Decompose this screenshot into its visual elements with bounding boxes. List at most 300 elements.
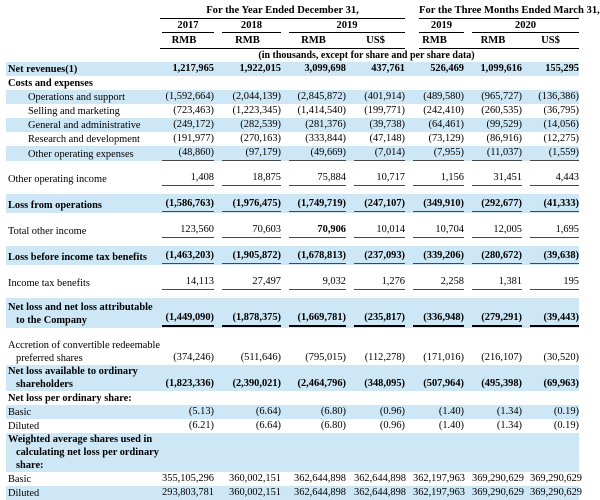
cell-value [162, 391, 214, 405]
row-label-line: Basic [8, 474, 32, 485]
value-cell [405, 104, 464, 118]
table-row [6, 472, 582, 486]
value-cell [464, 486, 522, 500]
value-cell [464, 351, 522, 365]
row-label-line: Other operating income [8, 174, 107, 185]
cell-value: (270,163) [240, 133, 281, 144]
row-label [6, 105, 154, 118]
value-cell [464, 249, 522, 264]
cell-value: (279,291) [472, 311, 522, 327]
value-cell [405, 458, 464, 472]
cell-value: (0.19) [553, 406, 579, 417]
value-cell [346, 76, 405, 90]
table-row [6, 104, 579, 118]
cell-value: 369,290,629 [530, 473, 582, 484]
row-label-line: Weighted average shares used in [8, 434, 153, 445]
value-cell [154, 132, 214, 146]
cell-value: (281,376) [305, 119, 346, 130]
cell-value: (260,535) [481, 105, 522, 116]
row-label-line: Net loss available to ordinary [8, 366, 138, 377]
cell-value: (6.80) [320, 406, 346, 417]
cell-value: (1.40) [438, 420, 464, 431]
value-cell [464, 472, 522, 486]
value-cell [405, 62, 464, 76]
header-currency-row [6, 33, 579, 47]
value-cell [281, 405, 346, 419]
table-row [6, 405, 579, 419]
cell-value: (97,179) [222, 146, 281, 161]
table-row [6, 220, 579, 239]
cell-value: 123,560 [162, 223, 214, 238]
value-cell [281, 90, 346, 104]
value-cell [464, 76, 522, 90]
cell-value: 4,443 [530, 171, 579, 186]
cell-value [289, 458, 346, 472]
cell-value: 355,105,296 [162, 473, 214, 484]
value-cell [346, 62, 405, 76]
value-cell [281, 419, 346, 433]
value-cell [346, 311, 405, 327]
cell-value: (723,463) [173, 105, 214, 116]
cell-value: (339,206) [413, 249, 464, 264]
cell-value: 10,717 [354, 171, 405, 186]
value-cell [154, 118, 214, 132]
cell-value: (199,771) [364, 105, 405, 116]
row-label-line: preferred shares [16, 353, 83, 364]
cell-value [413, 76, 464, 90]
value-cell [464, 90, 522, 104]
value-cell [281, 171, 346, 186]
value-cell [281, 311, 346, 327]
row-label [6, 473, 154, 486]
cell-value: (7,955) [413, 146, 464, 161]
cell-value: (12,275) [543, 133, 579, 144]
table-row [6, 246, 579, 265]
cell-value [472, 458, 522, 472]
value-cell [522, 275, 579, 290]
cell-value: (7,014) [354, 146, 405, 161]
cell-value: 362,197,963 [413, 487, 465, 498]
cell-value: 9,032 [289, 275, 346, 290]
cell-value: (1,976,475) [222, 197, 281, 212]
row-label-line: Costs and expenses [8, 78, 93, 89]
row-label [6, 225, 154, 238]
value-cell [214, 146, 281, 161]
cell-value: 70,603 [222, 223, 281, 238]
value-cell [214, 275, 281, 290]
row-label [6, 133, 154, 146]
units-note: (in thousands, except for share and per share data) [258, 50, 475, 61]
value-cell [214, 118, 281, 132]
table-row [6, 168, 579, 187]
value-cell [214, 351, 281, 365]
cell-value: (48,860) [162, 146, 214, 161]
value-cell [405, 377, 464, 391]
value-cell [464, 377, 522, 391]
header-currency: US$ [366, 35, 385, 46]
cell-value: (47,148) [369, 133, 405, 144]
value-cell [281, 486, 346, 500]
cell-value: (86,916) [486, 133, 522, 144]
cell-value: 75,884 [289, 171, 346, 186]
value-cell [281, 458, 346, 472]
table-body [6, 62, 582, 500]
value-cell [154, 391, 214, 405]
value-cell [281, 132, 346, 146]
row-label [6, 199, 154, 212]
table-row [6, 419, 579, 433]
table-header [6, 5, 600, 62]
cell-value [289, 391, 346, 405]
table-row [6, 90, 579, 104]
cell-value: (333,844) [305, 133, 346, 144]
value-cell [346, 472, 405, 486]
cell-value: (336,948) [413, 311, 464, 327]
value-cell [281, 62, 346, 76]
cell-value: (1,905,872) [222, 249, 281, 264]
value-cell [214, 171, 281, 186]
value-cell [522, 391, 579, 405]
table-row [6, 486, 582, 500]
row-label-line: Total other income [8, 226, 87, 237]
cell-value: (30,520) [543, 352, 579, 363]
value-cell [154, 405, 214, 419]
cell-value: 362,644,898 [354, 473, 406, 484]
value-cell [522, 472, 582, 486]
table-row [6, 76, 579, 90]
cell-value: (64,461) [428, 119, 464, 130]
value-cell [154, 171, 214, 186]
row-label [6, 365, 154, 391]
cell-value: 3,099,698 [304, 63, 346, 74]
cell-value: (965,727) [481, 91, 522, 102]
value-cell [346, 486, 405, 500]
cell-value: 1,695 [530, 223, 579, 238]
header-currency: RMB [235, 35, 260, 46]
cell-value: (1,559) [530, 146, 579, 161]
value-cell [154, 146, 214, 161]
cell-value [354, 458, 405, 472]
value-cell [522, 118, 579, 132]
cell-value: (1.34) [496, 406, 522, 417]
cell-value: (112,278) [364, 352, 405, 363]
cell-value: (292,677) [472, 197, 522, 212]
value-cell [464, 391, 522, 405]
value-cell [346, 377, 405, 391]
cell-value [530, 391, 579, 405]
header-year-2017: 2017 [162, 19, 214, 33]
row-label [6, 63, 154, 76]
cell-value [222, 76, 281, 90]
row-label-line: calculating net loss per ordinary [16, 447, 159, 458]
value-cell [281, 118, 346, 132]
value-cell [464, 171, 522, 186]
cell-value: 362,644,898 [294, 487, 346, 498]
value-cell [154, 486, 214, 500]
value-cell [346, 132, 405, 146]
value-cell [464, 419, 522, 433]
cell-value: (1,823,336) [165, 378, 214, 389]
value-cell [405, 275, 464, 290]
value-cell [154, 311, 214, 327]
cell-value: 70,906 [289, 223, 346, 238]
row-label-line: Diluted [8, 421, 40, 432]
cell-value: (39,443) [530, 311, 579, 327]
cell-value: (5.13) [188, 406, 214, 417]
value-cell [405, 223, 464, 238]
cell-value: (495,398) [481, 378, 522, 389]
table-row [6, 298, 579, 328]
table-row [6, 391, 579, 405]
header-group-row [6, 5, 600, 19]
row-label [6, 433, 159, 472]
value-cell [214, 249, 281, 264]
cell-value: (6.80) [320, 420, 346, 431]
cell-value: (0.96) [379, 406, 405, 417]
row-label-line: to the Company [16, 315, 88, 326]
row-label [6, 420, 154, 433]
row-label [6, 251, 154, 264]
value-cell [522, 171, 579, 186]
cell-value: (235,817) [354, 311, 405, 327]
cell-value: 27,497 [222, 275, 281, 290]
value-cell [214, 458, 281, 472]
cell-value: 1,217,965 [172, 63, 214, 74]
cell-value [222, 391, 281, 405]
value-cell [214, 223, 281, 238]
cell-value: (1,878,375) [222, 311, 281, 327]
row-label [6, 392, 154, 405]
cell-value [472, 76, 522, 90]
cell-value [162, 458, 214, 472]
header-year-2018: 2018 [222, 19, 281, 33]
value-cell [522, 419, 579, 433]
value-cell [464, 118, 522, 132]
value-cell [464, 146, 522, 161]
value-cell [522, 351, 579, 365]
value-cell [464, 275, 522, 290]
header-currency: RMB [301, 35, 326, 46]
cell-value: (374,246) [173, 352, 214, 363]
cell-value [354, 76, 405, 90]
cell-value: 369,290,629 [472, 473, 524, 484]
value-cell [154, 458, 214, 472]
row-label-line: shareholders [16, 379, 73, 390]
value-cell [522, 405, 579, 419]
cell-value: 14,113 [162, 275, 214, 290]
cell-value: 369,290,629 [472, 487, 524, 498]
cell-value: (1,749,719) [289, 197, 346, 212]
cell-value [530, 458, 579, 472]
cell-value: (280,672) [472, 249, 522, 264]
value-cell [154, 90, 214, 104]
cell-value: (171,016) [423, 352, 464, 363]
cell-value: (6.64) [255, 406, 281, 417]
cell-value: (11,037) [472, 146, 522, 161]
cell-value: 362,644,898 [294, 473, 346, 484]
value-cell [346, 118, 405, 132]
cell-value: (14,056) [543, 119, 579, 130]
row-label [6, 119, 154, 132]
cell-value: 1,156 [413, 171, 464, 186]
value-cell [346, 90, 405, 104]
cell-value: 10,704 [413, 223, 464, 238]
value-cell [522, 311, 579, 327]
value-cell [405, 311, 464, 327]
cell-value: 362,197,963 [413, 473, 465, 484]
cell-value: 1,381 [472, 275, 522, 290]
row-label-line: Loss before income tax benefits [8, 252, 147, 263]
cell-value: 526,469 [430, 63, 464, 74]
row-label [6, 339, 161, 365]
value-cell [214, 377, 281, 391]
cell-value: 195 [530, 275, 579, 290]
row-label-line: Net loss and net loss attributable [8, 302, 153, 313]
header-currency: RMB [422, 35, 447, 46]
cell-value: (511,646) [240, 352, 281, 363]
value-cell [522, 223, 579, 238]
cell-value [530, 76, 579, 90]
cell-value: (1,678,813) [289, 249, 346, 264]
value-cell [522, 197, 579, 212]
value-cell [346, 405, 405, 419]
cell-value: 369,290,629 [530, 487, 582, 498]
header-group-year-ended: For the Year Ended December 31, [160, 5, 405, 19]
cell-value: (1,463,203) [162, 249, 214, 264]
value-cell [522, 132, 579, 146]
cell-value: 1,099,616 [480, 63, 522, 74]
value-cell [464, 62, 522, 76]
row-label-line: Operations and support [28, 92, 125, 103]
table-row [6, 194, 579, 213]
value-cell [464, 132, 522, 146]
value-cell [522, 377, 579, 391]
table-row [6, 272, 579, 291]
cell-value: 1,276 [354, 275, 405, 290]
value-cell [464, 104, 522, 118]
row-label-line: Diluted [8, 488, 40, 499]
row-label [6, 148, 154, 161]
value-cell [522, 104, 579, 118]
value-cell [281, 351, 346, 365]
cell-value: (1,669,781) [289, 311, 346, 327]
value-cell [464, 197, 522, 212]
value-cell [405, 146, 464, 161]
value-cell [405, 391, 464, 405]
cell-value: (349,910) [413, 197, 464, 212]
cell-value: (49,669) [289, 146, 346, 161]
cell-value: (136,386) [538, 91, 579, 102]
value-cell [405, 76, 464, 90]
value-cell [154, 377, 214, 391]
value-cell [154, 76, 214, 90]
value-cell [464, 458, 522, 472]
row-label [6, 91, 154, 104]
header-year-2019-quarter: 2019 [419, 19, 464, 33]
cell-value [413, 391, 464, 405]
cell-value: 31,451 [472, 171, 522, 186]
value-cell [346, 351, 405, 365]
cell-value: 2,258 [413, 275, 464, 290]
cell-value: (2,044,139) [232, 91, 281, 102]
cell-value: (507,964) [423, 378, 464, 389]
value-cell [405, 171, 464, 186]
row-label [6, 406, 154, 419]
header-currency: RMB [171, 35, 197, 46]
value-cell [405, 405, 464, 419]
cell-value: 360,002,151 [229, 487, 281, 498]
value-cell [214, 76, 281, 90]
value-cell [405, 486, 464, 500]
cell-value: 155,295 [545, 63, 579, 74]
cell-value: 10,014 [354, 223, 405, 238]
value-cell [281, 197, 346, 212]
value-cell [464, 405, 522, 419]
table-row [6, 118, 579, 132]
cell-value: 1,922,015 [239, 63, 281, 74]
value-cell [346, 104, 405, 118]
value-cell [154, 351, 214, 365]
row-label-line: Net loss per ordinary share: [8, 393, 132, 404]
value-cell [405, 472, 464, 486]
value-cell [346, 171, 405, 186]
value-cell [346, 275, 405, 290]
row-label [6, 277, 154, 290]
cell-value: (795,015) [305, 352, 346, 363]
cell-value [162, 76, 214, 90]
header-year-2020-quarter: 2020 [472, 19, 579, 33]
cell-value: (0.19) [553, 420, 579, 431]
cell-value: (99,529) [486, 119, 522, 130]
value-cell [346, 223, 405, 238]
value-cell [281, 76, 346, 90]
value-cell [214, 311, 281, 327]
header-group-three-months: For the Three Months Ended March 31, [419, 5, 579, 19]
value-cell [281, 391, 346, 405]
cell-value: (73,129) [428, 133, 464, 144]
value-cell [464, 311, 522, 327]
row-label-line: Net revenues(1) [8, 64, 78, 75]
value-cell [214, 104, 281, 118]
header-year-2019-annual: 2019 [289, 19, 405, 33]
value-cell [405, 197, 464, 212]
header-currency: US$ [541, 35, 560, 46]
value-cell [522, 486, 582, 500]
row-label [6, 301, 154, 327]
table-row [6, 146, 579, 161]
cell-value: (249,172) [173, 119, 214, 130]
cell-value: 1,408 [162, 171, 214, 186]
value-cell [154, 472, 214, 486]
cell-value: (6.64) [255, 420, 281, 431]
value-cell [405, 118, 464, 132]
value-cell [346, 249, 405, 264]
value-cell [522, 90, 579, 104]
row-label-line: Loss from operations [8, 200, 102, 211]
cell-value: (39,738) [369, 119, 405, 130]
cell-value: (489,580) [423, 91, 464, 102]
cell-value [222, 458, 281, 472]
value-cell [214, 391, 281, 405]
cell-value: (348,095) [364, 378, 405, 389]
row-label [6, 487, 154, 500]
value-cell [281, 275, 346, 290]
cell-value [289, 76, 346, 90]
value-cell [214, 197, 281, 212]
value-cell [154, 249, 214, 264]
value-cell [405, 90, 464, 104]
cell-value: 362,644,898 [354, 487, 406, 498]
